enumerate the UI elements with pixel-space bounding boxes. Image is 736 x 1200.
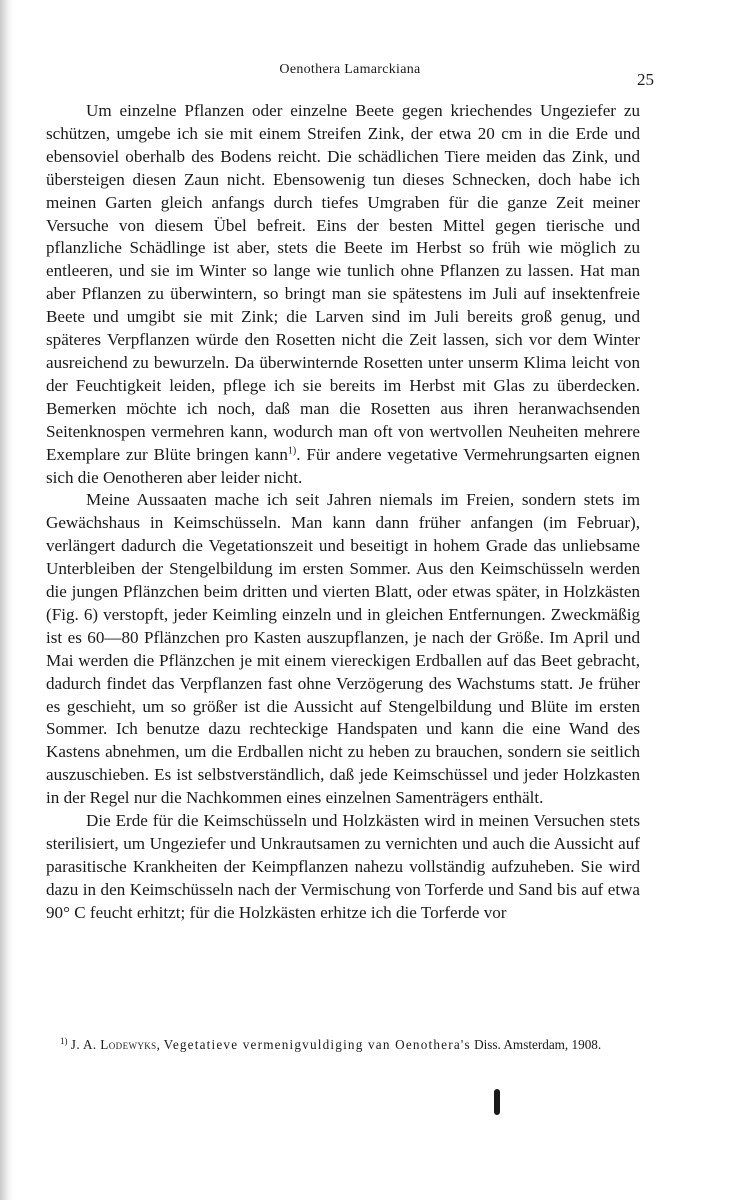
paragraph-1-text-after: . Für andere vegetative Vermehrungsarten eignen sich die Oenotheren aber leider nicht. <box>46 444 640 487</box>
footnote-title: Vegetatieve vermenigvuldiging van Oenothera's <box>163 1037 471 1052</box>
page-number: 25 <box>637 70 654 89</box>
paragraph-3: Die Erde für die Keimschüsseln und Holzkästen wird in meinen Versuchen stets sterilisiert, um Ungeziefer und Unkrautsamen zu vernichten und auch die Aussicht auf parasitische Krankheiten der Keimpflanzen nahezu vollständig aufzuheben. Sie wird dazu in den Keimschüsseln nach der Vermischung von Torferde und Sand bis auf etwa 90° C feucht erhitzt; für die Holzkästen erhitze ich die Torferde vor <box>46 811 640 922</box>
footnote-rest: Diss. Amsterdam, 1908. <box>474 1037 602 1052</box>
footnote-mark: 1) <box>60 1035 68 1046</box>
paragraph-2: Meine Aussaaten mache ich seit Jahren niemals im Freien, sondern stets im Gewächshaus in Keimschüsseln. Man kann dann früher anfangen (im Februar), verlängert dadurch die Vegetationszeit und beseitigt in hohem Grade das unliebsame Unterbleiben der Stengelbildung im ersten Sommer. Aus den Keimschüsseln werden die jungen Pflänzchen beim dritten und vierten Blatt, oder etwas später, in Holzkästen (Fig. 6) verstopft, jeder Keimling einzeln und in gleichen Entfernungen. Zweckmäßig ist es 60—80 Pflänzchen pro Kasten auszupflanzen, je nach der Größe. Im April und Mai werden die Pflänzchen je mit einem viereckigen Erdballen auf das Beet gebracht, dadurch findet das Verpflanzen fast ohne Verzögerung des Wachstums statt. Je früher es geschieht, um so größer ist die Aussicht auf Stengelbildung und Blüte im ersten Sommer. Ich benutze dazu rechteckige Handspaten und kann die eine Wand des Kastens abnehmen, um die Erdballen nicht zu heben zu brauchen, sondern sie seitlich auszuschieben. Es ist selbstverständlich, daß jede Keimschüssel und jeder Holzkasten in der Regel nur die Nachkommen eines einzelnen Samenträgers enthält. <box>46 490 640 808</box>
paragraph-1-text: Um einzelne Pflanzen oder einzelne Beete gegen kriechendes Ungeziefer zu schützen, umgebe ich sie mit einem Streifen Zink, der etwa 20 cm in die Erde und ebensoviel oberhalb des Bodens reicht. Die schädlichen Tiere meiden das Zink, und übersteigen diesen Zaun nicht. Ebensowenig tun dieses Schnecken, doch habe ich meinen Garten gleich anfangs durch tiefes Umgraben für die ganze Zeit meiner Versuche von diesem Übel befreit. Eins der besten Mittel gegen tierische und pflanzliche Schädlinge ist aber, stets die Beete im Herbst so früh wie möglich zu entleeren, und sie im Winter so lange wie tunlich ohne Pflanzen zu lassen. Hat man aber Pflanzen zu überwintern, so bringt man sie spätestens im Juli auf insektenfreie Beete und umgibt sie mit Zink; die Larven sind im Juli bereits groß genug, und späteres Verpflanzen würde den Rosetten nicht die Zeit lassen, sich vor dem Winter ausreichend zu bewurzeln. Da überwinternde Rosetten unter unserm Klima leicht von der Feuchtigkeit leiden, pflege ich sie bereits im Herbst mit Glas zu überdecken. Bemerken möchte ich noch, daß man die Rosetten aus ihren heranwachsenden Seitenknospen vermehren kann, wodurch man oft von wertvollen Neuheiten mehrere Exemplare zur Blüte bringen kann <box>46 101 640 464</box>
footnote-author: J. A. Lodewyks, <box>70 1037 161 1052</box>
header-title: Oenothera Lamarckiana <box>279 62 421 77</box>
footnote-reference: 1) <box>287 444 297 456</box>
footnote <box>46 1036 646 1054</box>
paragraph-1 <box>46 100 640 489</box>
ink-mark <box>494 1089 500 1115</box>
page-edge-shadow <box>0 0 14 1200</box>
running-header <box>46 62 654 89</box>
body-text <box>46 100 640 925</box>
